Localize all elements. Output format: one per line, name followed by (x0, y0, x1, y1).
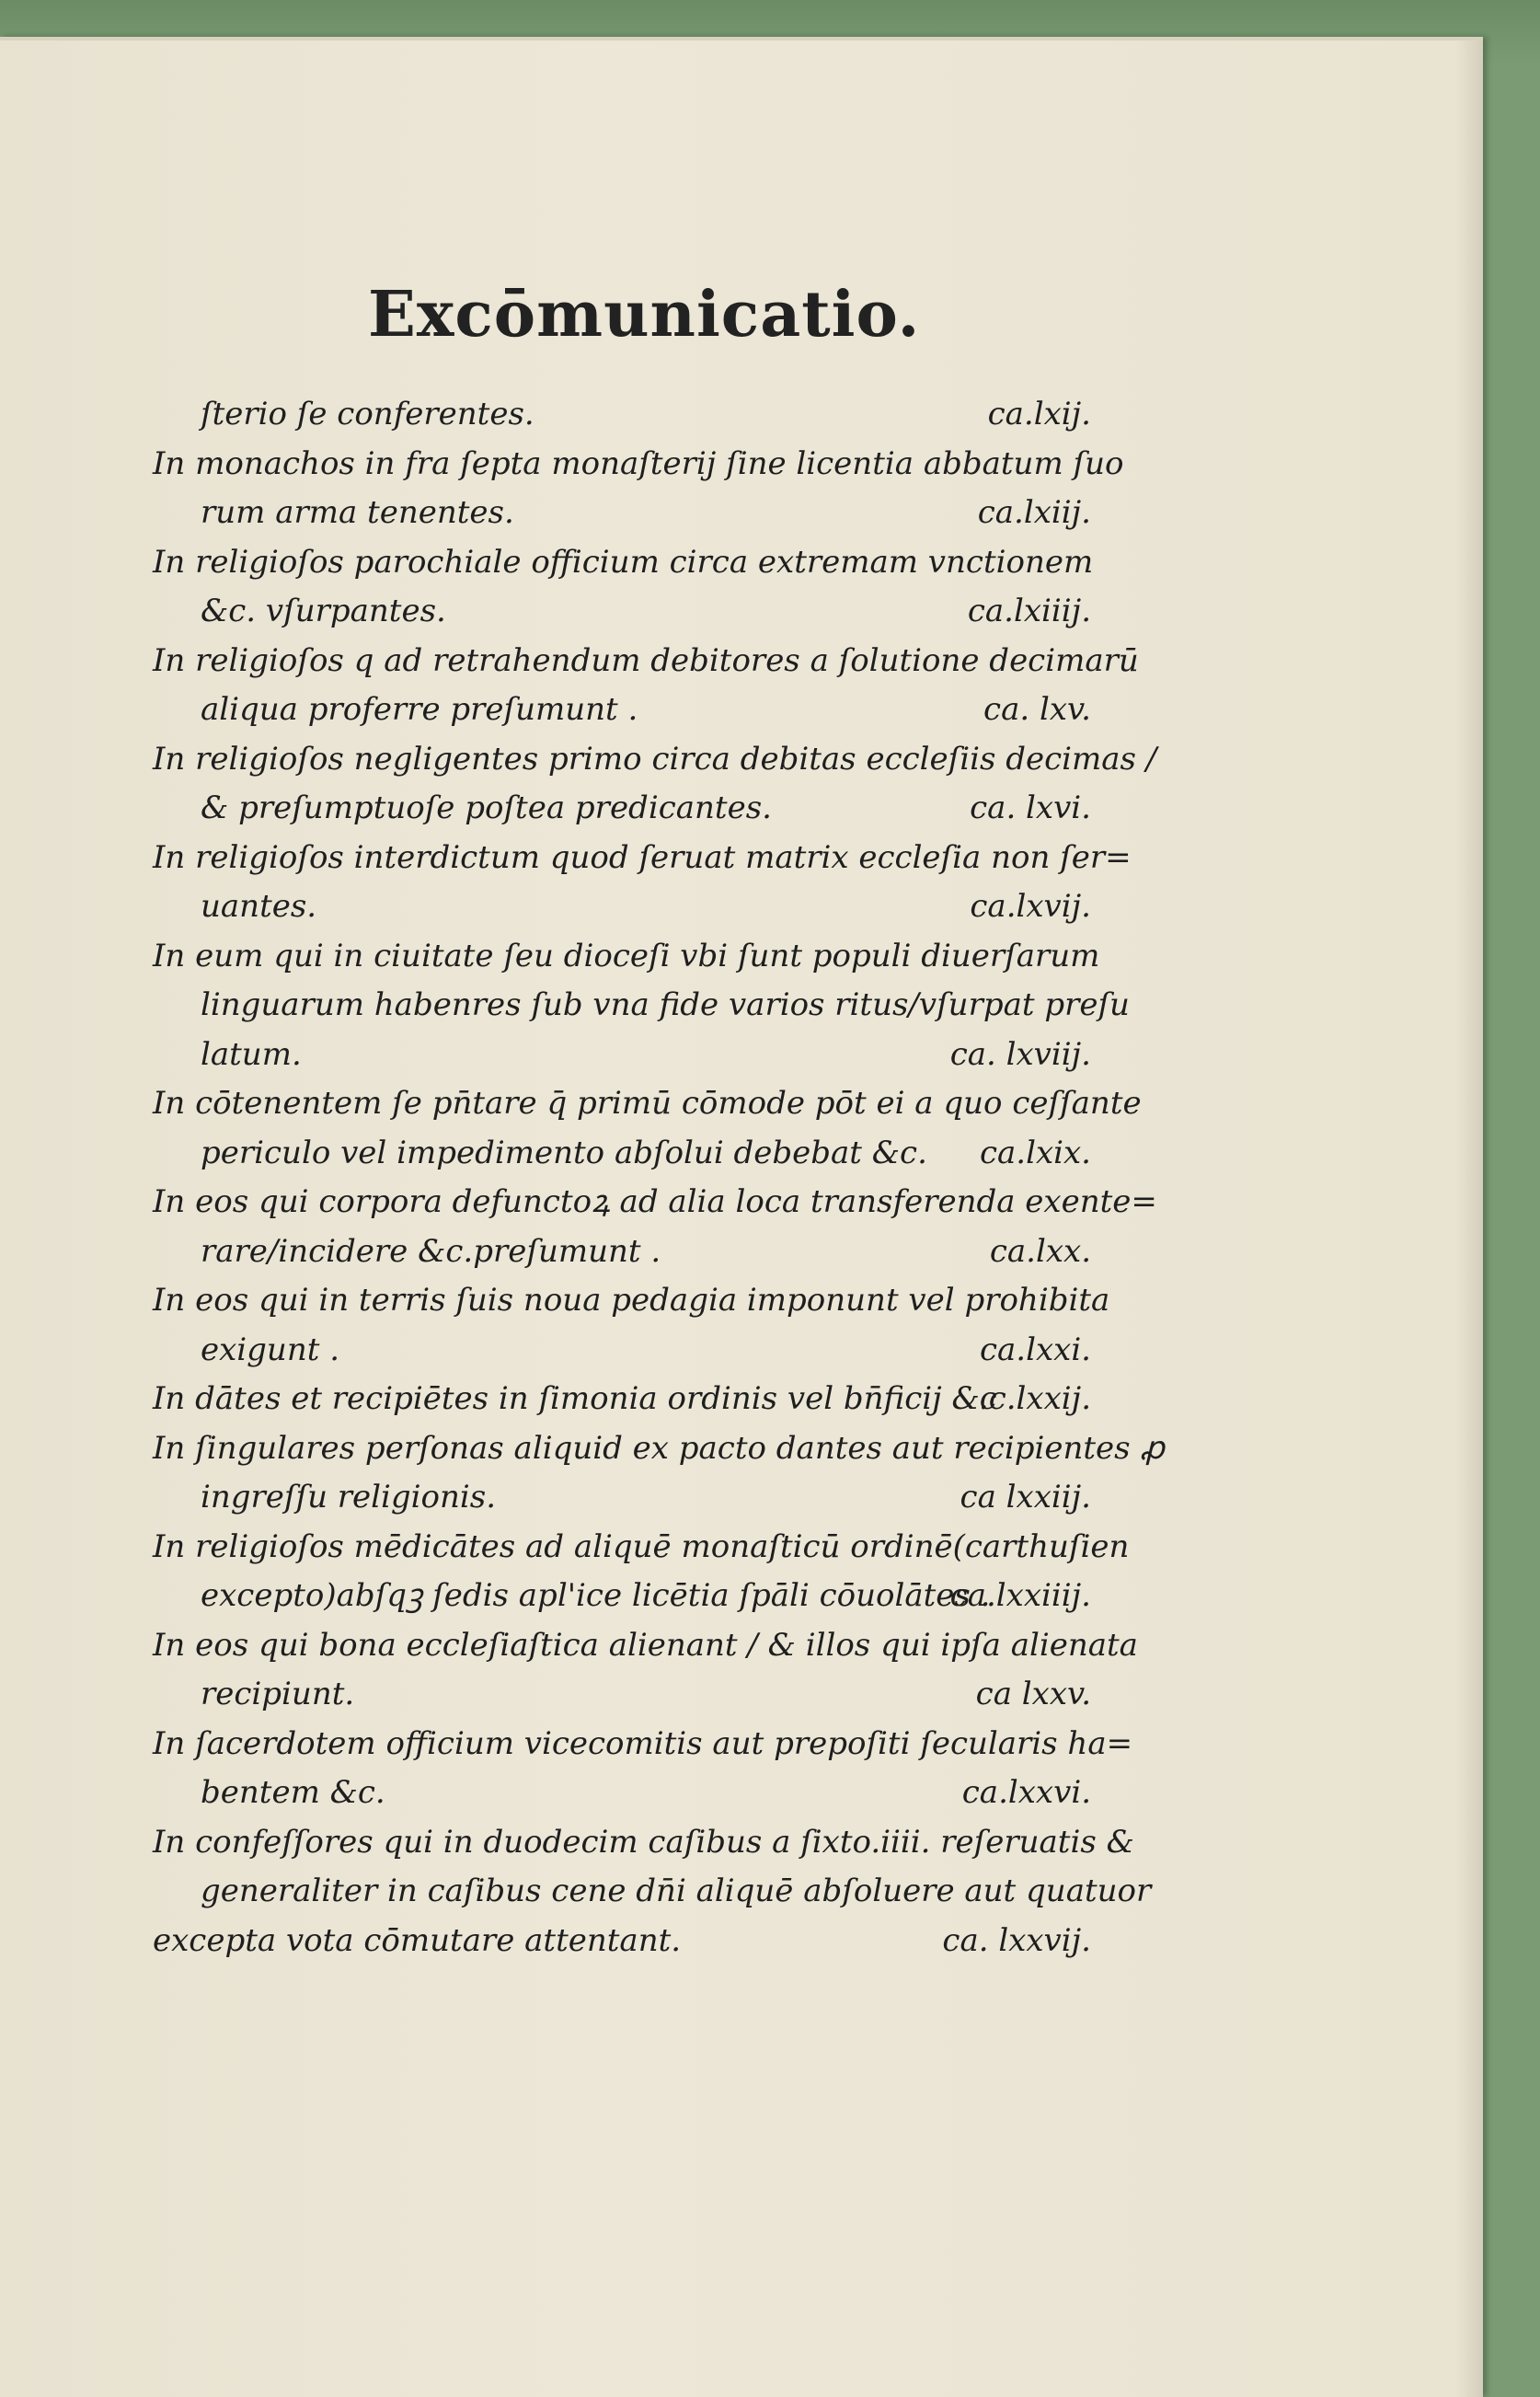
entry-line (153, 1079, 1142, 1129)
entry-text: In cōtenentem ſe pn̄tare q̄ primū cōmode pōt ei a quo ceſſante (153, 1085, 1142, 1122)
index-entry (153, 1178, 1157, 1276)
index-entry (153, 932, 1130, 1080)
entry-text: In religioſos interdictum quod ſeruat matrix eccleſia non ſer= (153, 838, 1132, 876)
entry-text: In monachos in fra ſepta monaſterij ſine licentia abbatum ſuo (153, 444, 1124, 482)
index-entry (153, 1276, 1110, 1375)
entry-text: exigunt . (201, 1331, 340, 1368)
entry-text: rare/incidere &c.preſumunt . (201, 1232, 661, 1270)
index-entry (153, 637, 1139, 735)
entry-text: In religioſos negligentes primo circa debitas eccleſiis decimas / (153, 740, 1157, 778)
entry-line (153, 390, 1091, 440)
entry-line (153, 882, 1091, 932)
entry-text: & preſumptuoſe poſtea predicantes. (201, 789, 772, 826)
entry-text: In religioſos parochiale officium circa extremam vnctionem (153, 543, 1094, 581)
entry-line (153, 1867, 1152, 1917)
entry-text: excepta vota cōmutare attentant. (153, 1921, 682, 1959)
entry-text: In religioſos q ad retrahendum debitores a ſolutione decimarū (153, 641, 1139, 679)
chapter-reference: ca.lxvij. (970, 888, 1091, 925)
entry-line (153, 1129, 1091, 1179)
entry-line (153, 1670, 1091, 1720)
index-entry (153, 538, 1094, 637)
index-entry (153, 1621, 1138, 1720)
chapter-reference: ca.lxxi. (979, 1331, 1091, 1368)
entry-text: latum. (201, 1035, 302, 1073)
chapter-reference: ca.lxxiiij. (949, 1577, 1091, 1614)
index-entry (153, 735, 1157, 834)
entry-line (153, 1473, 1091, 1523)
entry-line (153, 1178, 1157, 1227)
index-entry (153, 1720, 1133, 1818)
entry-line (153, 489, 1091, 538)
index-entry (153, 390, 1091, 440)
chapter-reference: .c.lxxij. (978, 1380, 1091, 1417)
entry-text: bentem &c. (201, 1774, 385, 1811)
entry-line (153, 834, 1132, 883)
entry-line (153, 784, 1091, 834)
entry-line (153, 587, 1091, 637)
printed-page (0, 37, 1483, 2397)
chapter-reference: ca. lxxvij. (942, 1921, 1091, 1959)
entry-text: generaliter in caſibus cene dn̄i aliquē abſoluere aut quatuor (201, 1873, 1152, 1909)
chapter-reference: ca lxxv. (975, 1676, 1091, 1712)
index-entry (153, 1917, 1091, 1966)
entry-text: In eos qui corpora defunctoꝝ ad alia loca transferenda exente= (153, 1183, 1157, 1220)
index-entry (153, 834, 1132, 932)
index-entry (153, 1523, 1130, 1621)
page-heading: Excōmunicatio. (368, 278, 921, 351)
entry-text: In eum qui in ciuitate ſeu dioceſi vbi ſunt populi diuerſarum (153, 937, 1100, 974)
entry-line (153, 1523, 1130, 1573)
entry-text: In ſacerdotem officium vicecomitis aut prepoſiti ſecularis ha= (153, 1724, 1133, 1762)
chapter-reference: ca.lxxvi. (961, 1774, 1091, 1811)
entry-text: linguarum habenres ſub vna fide varios ritus/vſurpat preſu (201, 986, 1130, 1023)
entry-line (153, 1917, 1091, 1966)
index-entry (153, 1424, 1165, 1523)
entry-text: recipiunt. (201, 1676, 355, 1712)
entry-line (153, 538, 1094, 588)
entry-line (153, 1818, 1134, 1868)
entry-text: ſterio ſe conferentes. (201, 396, 534, 432)
entry-line (153, 1572, 1091, 1621)
chapter-reference: ca.lxx. (989, 1232, 1091, 1270)
index-entry (153, 440, 1124, 538)
chapter-reference: ca.lxij. (987, 396, 1091, 432)
entry-line (153, 735, 1157, 785)
entry-line (153, 1227, 1091, 1277)
entry-line (153, 1769, 1091, 1818)
entry-text: ingreſſu religionis. (201, 1479, 497, 1515)
entry-text: In eos qui bona eccleſiaſtica alienant / & illos qui ipſa alienata (153, 1626, 1138, 1664)
chapter-reference: ca. lxvi. (970, 789, 1091, 826)
chapter-reference: ca. lxv. (983, 691, 1091, 728)
entry-text: uantes. (201, 888, 317, 925)
entry-text: rum arma tenentes. (201, 494, 514, 531)
entry-line (153, 686, 1091, 735)
chapter-reference: ca.lxiij. (977, 494, 1091, 531)
entry-line (153, 1621, 1138, 1671)
entry-line (153, 440, 1124, 490)
chapter-reference: ca.lxiiij. (967, 593, 1091, 629)
entry-line (153, 1424, 1165, 1474)
entry-text: In eos qui in terris ſuis noua pedagia imponunt vel prohibita (153, 1282, 1110, 1319)
entry-text: aliqua proferre preſumunt . (201, 691, 638, 728)
entry-line (153, 1031, 1091, 1080)
entry-line (153, 1720, 1133, 1769)
chapter-reference: ca lxxiij. (960, 1479, 1091, 1515)
chapter-reference: ca.lxix. (979, 1134, 1091, 1171)
entry-text: &c. vſurpantes. (201, 593, 446, 629)
entry-text: excepto)abſqꝫ ſedis apl'ice licētia ſpāli cōuolātes . (201, 1577, 991, 1614)
index-entry (153, 1375, 1091, 1424)
entry-text: In religioſos mēdicātes ad aliquē monaſticū ordinē(carthuſien (153, 1527, 1130, 1565)
entry-line (153, 1375, 1091, 1424)
entry-line (153, 637, 1139, 686)
entry-text: In dātes et recipiētes in ſimonia ordinis vel bn̄ficij &c (153, 1380, 997, 1417)
entry-line (153, 932, 1100, 982)
entry-text: In confeſſores qui in duodecim caſibus a ſixto.iiii. reſeruatis & (153, 1823, 1134, 1861)
entry-line (153, 1326, 1091, 1376)
entry-line (153, 1276, 1110, 1326)
entry-line (153, 981, 1130, 1031)
entry-text: periculo vel impedimento abſolui debebat &c. (201, 1134, 927, 1171)
entry-text: In ſingulares perſonas aliquid ex pacto dantes aut recipientes ꝓ (153, 1429, 1165, 1467)
index-entry (153, 1079, 1142, 1178)
index-entries (153, 390, 1165, 1965)
chapter-reference: ca. lxviij. (949, 1035, 1091, 1073)
index-entry (153, 1818, 1152, 1917)
